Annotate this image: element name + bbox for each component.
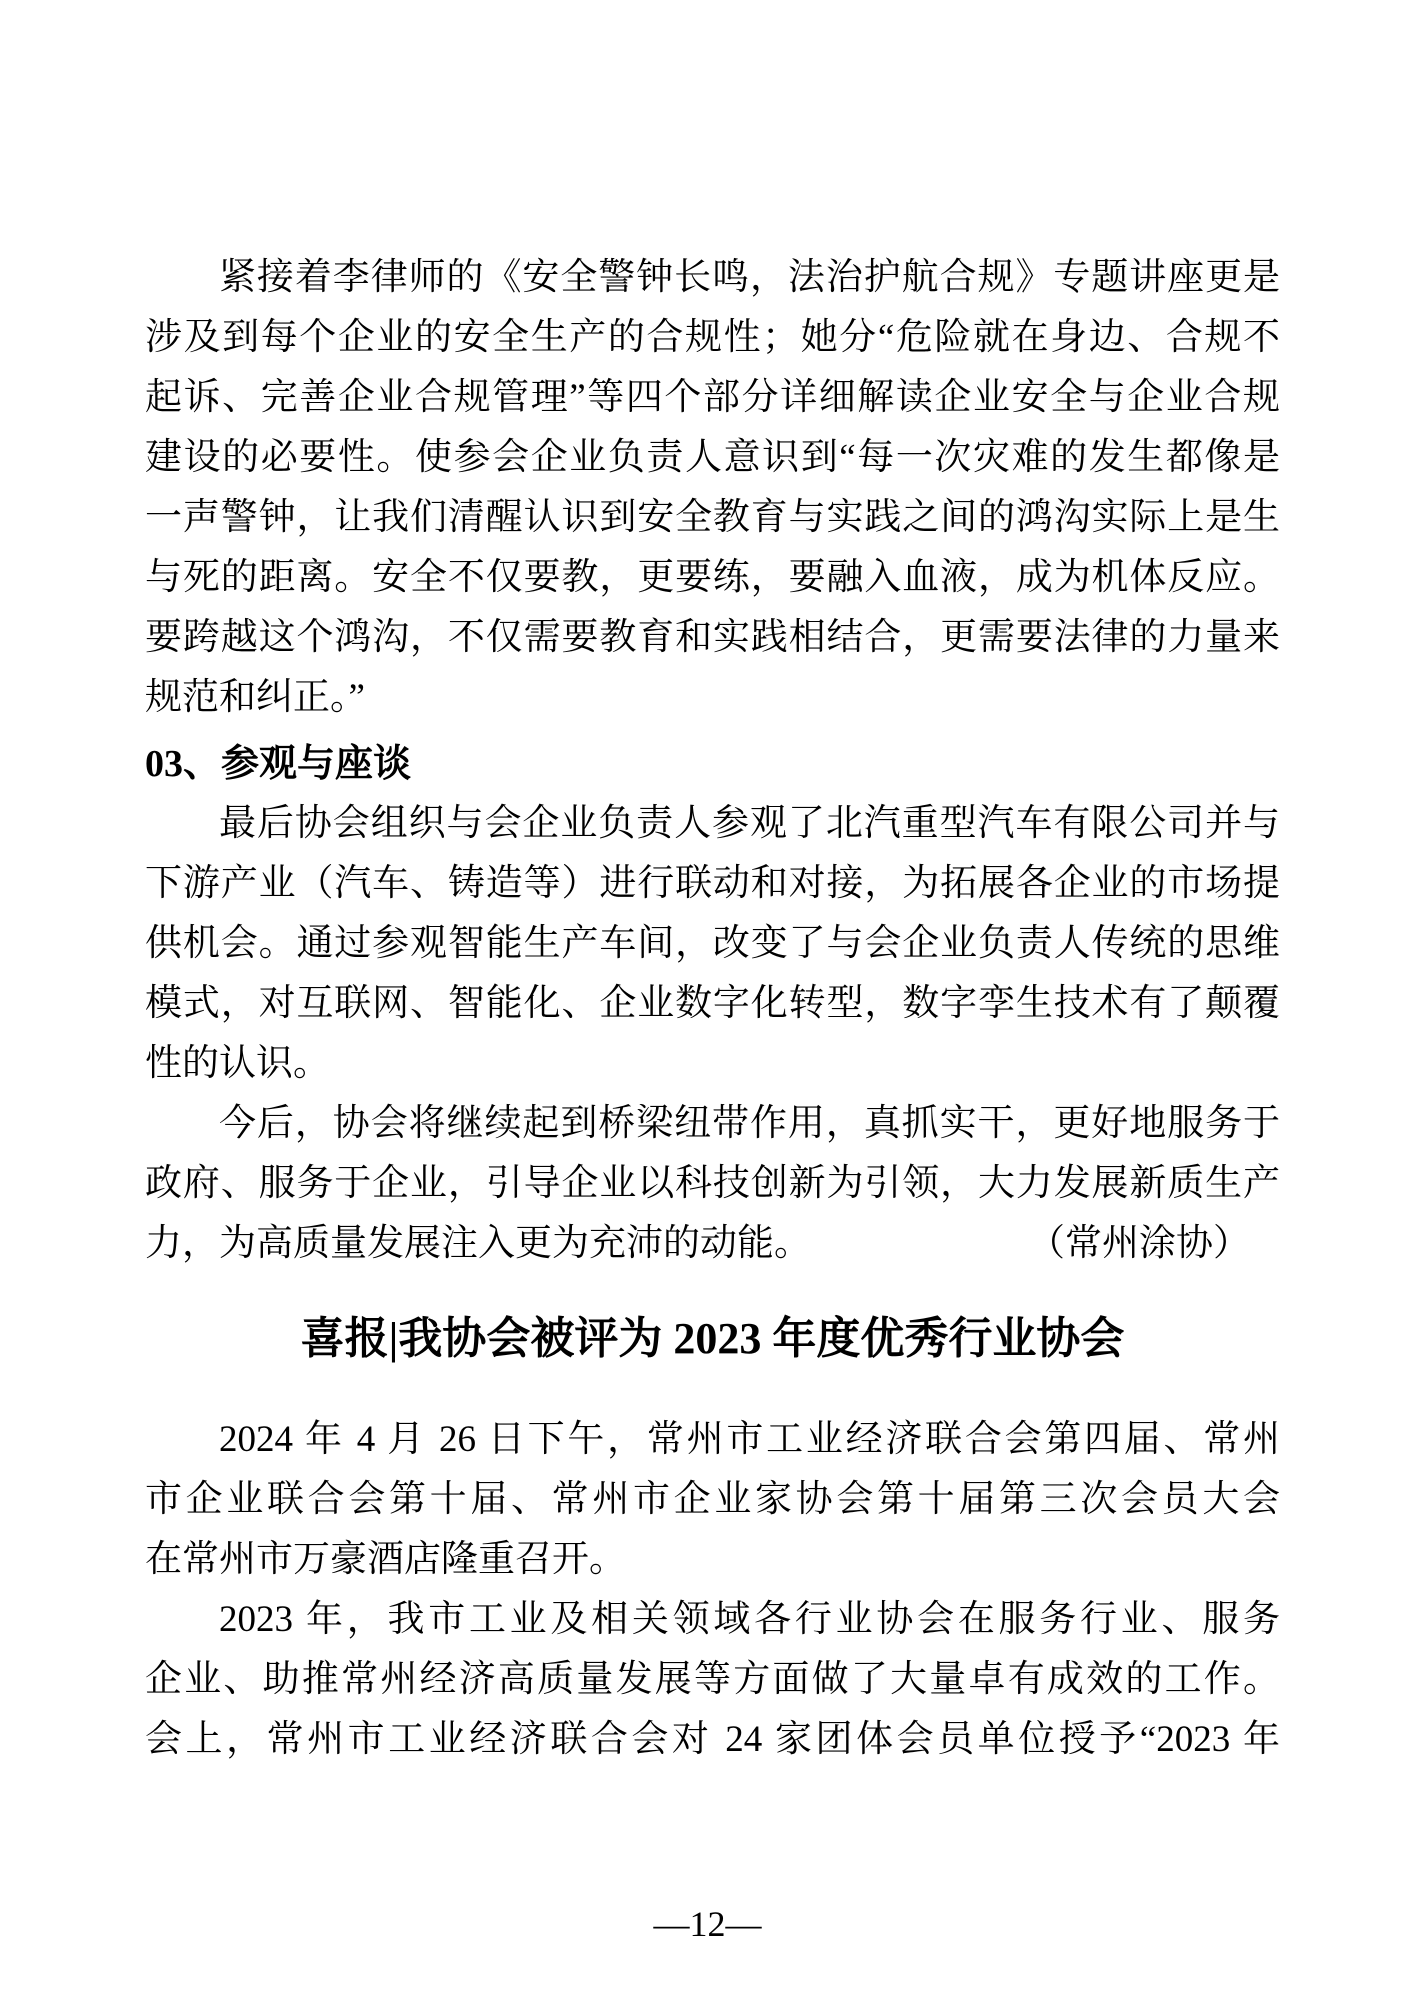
document-content: [145, 248, 1280, 1770]
document-line: 在常州市万豪酒店隆重召开。: [145, 1539, 626, 1580]
document-line: 2024 年 4 月 26 日下午，常州市工业经济联合会第四届、常州: [219, 1419, 1280, 1460]
attribution: （常州涂协）: [1028, 1223, 1250, 1264]
document-line: 性的认识。: [145, 1043, 330, 1084]
page-number: —12—: [653, 1904, 762, 1944]
document-line: 今后，协会将继续起到桥梁纽带作用，真抓实干，更好地服务于: [219, 1103, 1280, 1144]
document-line: 市企业联合会第十届、常州市企业家协会第十届第三次会员大会: [145, 1479, 1280, 1520]
paragraph-outlook: [145, 1094, 1280, 1274]
document-line: 起诉、完善企业合规管理”等四个部分详细解读企业安全与企业合规: [145, 377, 1280, 418]
document-line: 一声警钟，让我们清醒认识到安全教育与实践之间的鸿沟实际上是生: [145, 497, 1280, 538]
document-line: 企业、助推常州经济高质量发展等方面做了大量卓有成效的工作。: [145, 1659, 1280, 1700]
document-line: 会上，常州市工业经济联合会对 24 家团体会员单位授予“2023 年: [145, 1719, 1280, 1760]
paragraph-meeting: [145, 1410, 1280, 1590]
document-line: 政府、服务于企业，引导企业以科技创新为引领，大力发展新质生产: [145, 1163, 1280, 1204]
paragraph-lecture: [145, 248, 1280, 728]
document-line: 紧接着李律师的《安全警钟长鸣，法治护航合规》专题讲座更是: [219, 257, 1280, 298]
document-line: 建设的必要性。使参会企业负责人意识到“每一次灾难的发生都像是: [145, 437, 1280, 478]
paragraph-visit: [145, 794, 1280, 1094]
document-line: 下游产业（汽车、铸造等）进行联动和对接，为拓展各企业的市场提: [145, 863, 1280, 904]
document-line: 涉及到每个企业的安全生产的合规性；她分“危险就在身边、合规不: [145, 317, 1280, 358]
document-line: 规范和纠正。”: [145, 677, 365, 718]
paragraph-award: [145, 1590, 1280, 1770]
document-line: 供机会。通过参观智能生产车间，改变了与会企业负责人传统的思维: [145, 923, 1280, 964]
document-line: 模式，对互联网、智能化、企业数字化转型，数字孪生技术有了颠覆: [145, 983, 1280, 1024]
document-line-text: 力，为高质量发展注入更为充沛的动能。: [145, 1223, 811, 1264]
document-line: 2023 年，我市工业及相关领域各行业协会在服务行业、服务: [219, 1599, 1280, 1640]
document-line: 要跨越这个鸿沟，不仅需要教育和实践相结合，更需要法律的力量来: [145, 617, 1280, 658]
section-heading: 03、参观与座谈: [145, 743, 412, 785]
article-title: 喜报|我协会被评为 2023 年度优秀行业协会: [300, 1314, 1125, 1363]
document-line: 与死的距离。安全不仅要教，更要练，要融入血液，成为机体反应。: [145, 557, 1280, 598]
document-line: [145, 1214, 1280, 1274]
document-line: 最后协会组织与会企业负责人参观了北汽重型汽车有限公司并与: [219, 803, 1280, 844]
